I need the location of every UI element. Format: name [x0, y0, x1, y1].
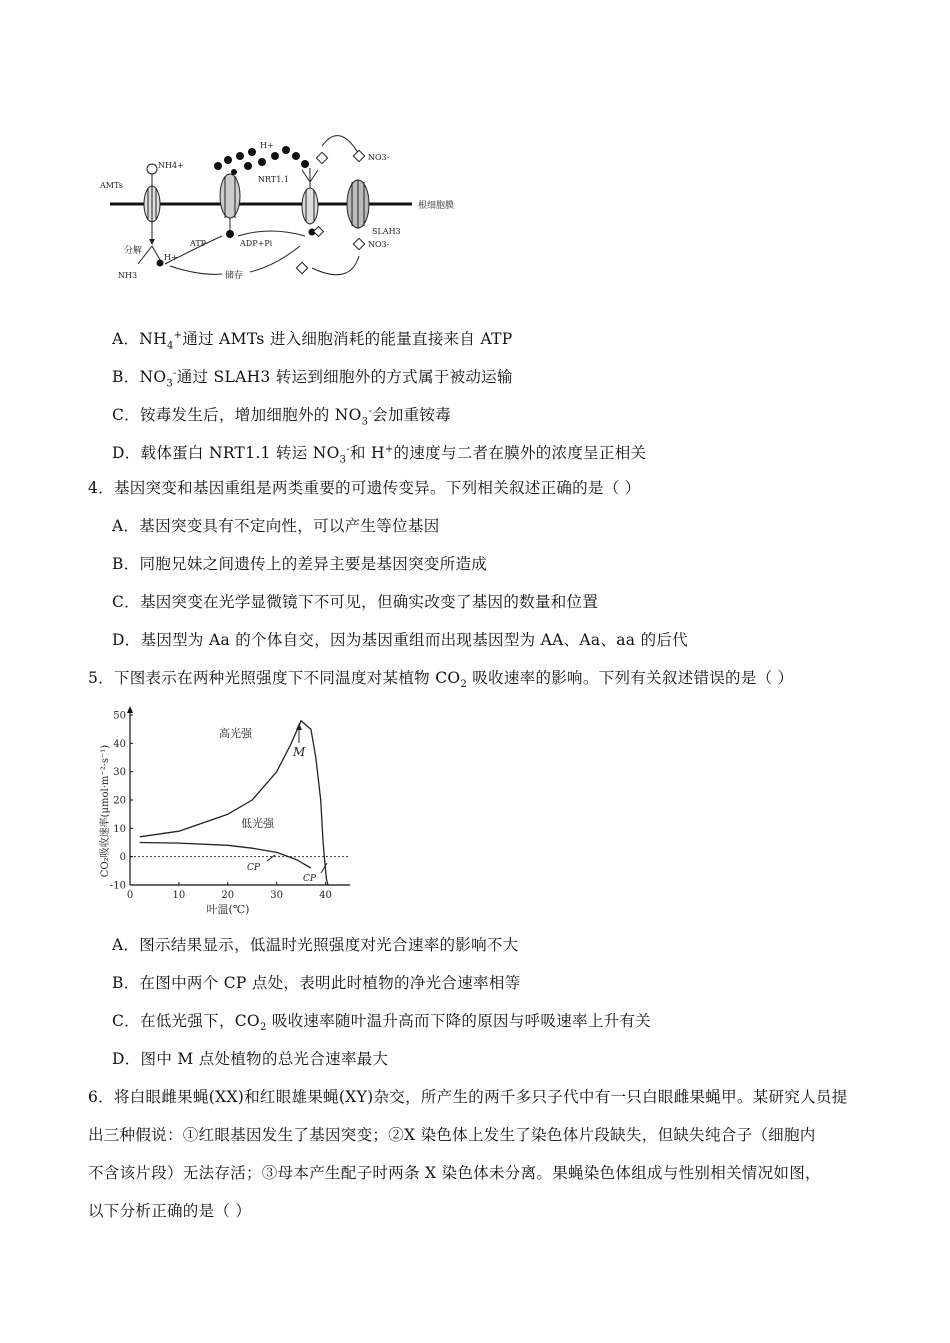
slah3-transporter: [347, 180, 369, 228]
x-tick-label: 0: [126, 890, 134, 901]
q5-option-d: D．图中 M 点处植物的总光合速率最大: [112, 1050, 389, 1068]
series-line-1: [140, 843, 311, 869]
slah3-label: SLAH3: [372, 227, 401, 236]
atp-label: ATP: [190, 239, 207, 248]
y-tick-label: -10: [109, 880, 126, 892]
q4-option-a: A．基因突变具有不定向性，可以产生等位基因: [112, 517, 440, 535]
q3-option-b: B．$NO_3^-$通过 SLAH3 转运到细胞外的方式属于被动运输: [112, 368, 513, 390]
x-tick-label: 10: [172, 890, 186, 901]
q6-line-1: 6．将白眼雌果蝇(XX)和红眼雄果蝇(XY)杂交，所产生的两千多只子代中有一只白眼雌果蝇甲。某研究人员提: [88, 1088, 848, 1106]
nrt-label: NRT1.1: [258, 175, 289, 184]
h-pump: [220, 174, 240, 238]
amts-transporter: [144, 164, 160, 245]
q6-line-3: 不含该片段）无法存活；③母本产生配子时两条 X 染色体未分离。果蝇染色体组成与性别相关情况如图，: [88, 1164, 821, 1182]
q4-option-c: C．基因突变在光学显微镜下不可见，但确实改变了基因的数量和位置: [112, 593, 599, 611]
nh3-label: NH3: [118, 271, 138, 280]
series-label-high: 高光强: [219, 727, 252, 740]
q3-option-c: C．铵毒发生后，增加细胞外的 $NO_3^-$会加重铵毒: [112, 406, 452, 428]
cp-arrow-1: [267, 855, 275, 861]
storage-label: 储存: [225, 271, 244, 281]
nrt-transporter: [302, 168, 323, 236]
q5-option-b: B．在图中两个 CP 点处，表明此时植物的净光合速率相等: [112, 974, 521, 992]
x-axis-label: 叶温(℃): [206, 903, 250, 916]
q5-option-c: C．在低光强下，$CO_2$ 吸收速率随叶温升高而下降的原因与呼吸速率上升有关: [112, 1012, 652, 1034]
annotation-m: M: [293, 745, 306, 759]
adp-label: ADP+Pi: [240, 239, 273, 248]
h-particles: [214, 146, 309, 175]
q6-line-2: 出三种假说：①红眼基因发生了基因突变；②X 染色体上发生了染色体片段缺失，但缺失纯合子（细胞内: [88, 1126, 816, 1144]
decompose-label: 分解: [124, 246, 143, 256]
y-tick-label: 10: [113, 823, 126, 835]
amts-label: AMTs: [100, 181, 123, 190]
m-arrowhead: [296, 723, 302, 730]
q6-line-4: 以下分析正确的是（ ）: [88, 1202, 252, 1220]
y-tick-label: 20: [113, 795, 126, 807]
x-tick-label: 30: [270, 890, 284, 901]
y-tick-label: 30: [113, 767, 126, 779]
no3-bottom-label: NO3-: [368, 240, 390, 249]
co2-uptake-chart: [95, 703, 360, 925]
q4-stem: 4．基因突变和基因重组是两类重要的可遗传变异。下列相关叙述正确的是（ ）: [88, 479, 641, 497]
membrane-transport-figure: [100, 126, 470, 290]
y-tick-label: 0: [119, 852, 126, 864]
q4-option-d: D．基因型为 Aa 的个体自交，因为基因重组而出现基因型为 AA、Aa、aa 的后代: [112, 631, 688, 649]
y-tick-label: 50: [113, 710, 126, 722]
q3-option-a: A．$NH_4^+$通过 AMTs 进入细胞消耗的能量直接来自 ATP: [112, 330, 513, 352]
q5-stem: 5．下图表示在两种光照强度下不同温度对某植物 $CO_2$ 吸收速率的影响。下列有关叙述错误的是（ ）: [88, 669, 794, 691]
x-tick-label: 20: [221, 890, 235, 901]
membrane-label: 根细胞膜: [418, 201, 455, 211]
y-axis-label: CO₂吸收速率(μmol·m⁻²·s⁻¹): [100, 744, 111, 878]
q4-option-b: B．同胞兄妹之间遗传上的差异主要是基因突变所造成: [112, 555, 488, 573]
no3-top-label: NO3-: [368, 153, 390, 162]
q3-option-d: D．载体蛋白 NRT1.1 转运 $NO_3^-$和 H+的速度与二者在膜外的浓度呈正相关: [112, 444, 647, 466]
y-tick-label: 40: [113, 738, 126, 750]
q5-option-a: A．图示结果显示，低温时光照强度对光合速率的影响不大: [112, 936, 519, 954]
series-label-low: 低光强: [241, 817, 274, 830]
nh4-label: NH4+: [158, 161, 184, 170]
h-bottom-label: H+: [164, 253, 178, 262]
annotation-cp-2: CP: [303, 874, 316, 884]
annotation-cp-1: CP: [247, 863, 260, 873]
x-tick-label: 40: [319, 890, 332, 901]
y-axis-arrow: [127, 706, 133, 713]
h-top-label: H+: [260, 141, 274, 150]
